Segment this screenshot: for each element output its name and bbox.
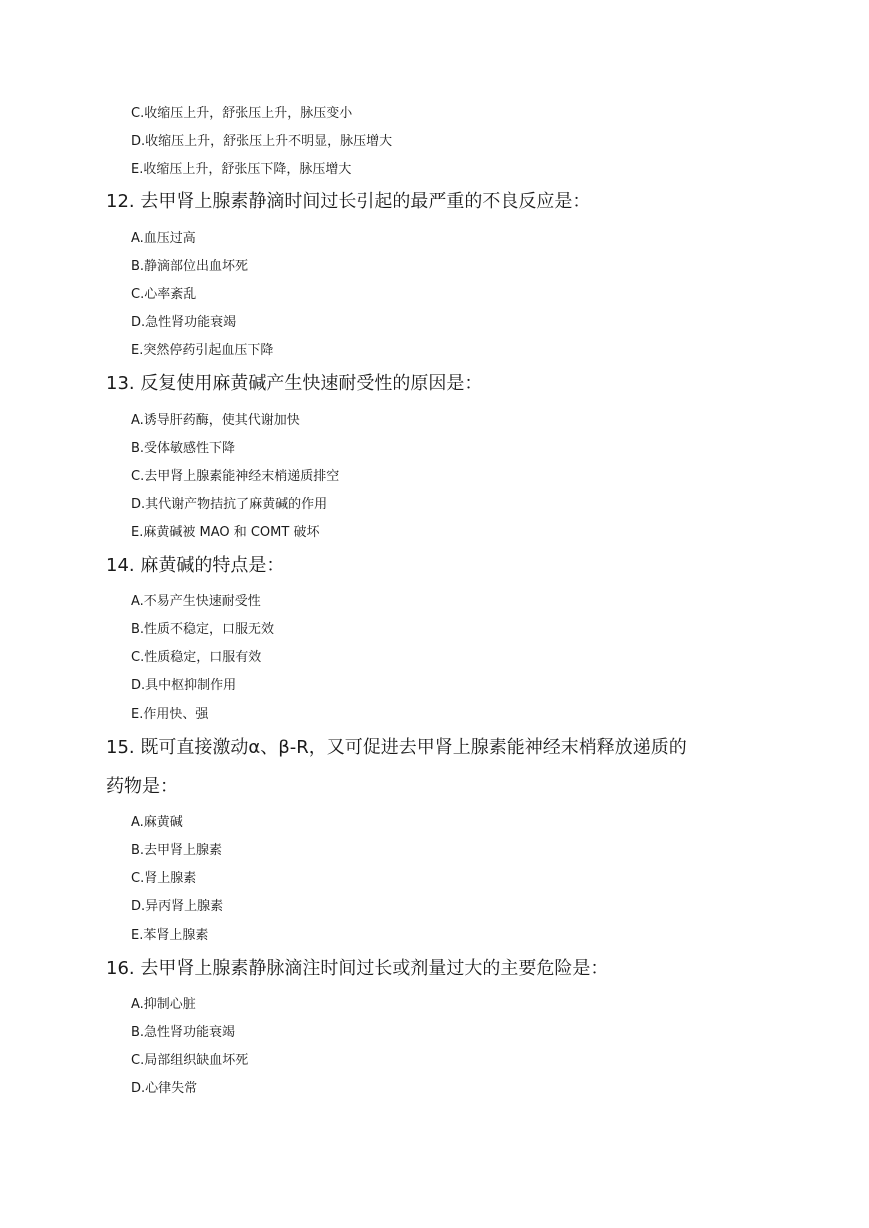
option-12-e: E.突然停药引起血压下降 (131, 343, 274, 358)
question-15-stem-line-1: 15. 既可直接激动α、β-R，又可促进去甲肾上腺素能神经末梢释放递质的 (106, 737, 687, 758)
question-14-stem: 14. 麻黄碱的特点是： (106, 555, 285, 576)
question-12-stem: 12. 去甲肾上腺素静滴时间过长引起的最严重的不良反应是： (106, 191, 591, 212)
option-13-d: D.其代谢产物拮抗了麻黄碱的作用 (131, 497, 328, 512)
option-11-e: E.收缩压上升，舒张压下降，脉压增大 (131, 162, 352, 177)
option-12-d: D.急性肾功能衰竭 (131, 315, 237, 330)
option-13-a: A.诱导肝药酶，使其代谢加快 (131, 413, 300, 428)
option-14-a: A.不易产生快速耐受性 (131, 594, 261, 609)
question-15-stem-line-2: 药物是： (106, 776, 178, 797)
option-15-e: E.苯肾上腺素 (131, 928, 209, 943)
option-16-b: B.急性肾功能衰竭 (131, 1025, 236, 1040)
question-16-stem: 16. 去甲肾上腺素静脉滴注时间过长或剂量过大的主要危险是： (106, 958, 609, 979)
option-15-d: D.异丙肾上腺素 (131, 899, 224, 914)
option-15-c: C.肾上腺素 (131, 871, 197, 886)
option-14-b: B.性质不稳定，口服无效 (131, 622, 275, 637)
option-15-b: B.去甲肾上腺素 (131, 843, 223, 858)
option-16-a: A.抑制心脏 (131, 997, 196, 1012)
option-13-c: C.去甲肾上腺素能神经末梢递质排空 (131, 469, 340, 484)
option-14-c: C.性质稳定，口服有效 (131, 650, 262, 665)
option-14-d: D.具中枢抑制作用 (131, 678, 237, 693)
option-11-d: D.收缩压上升，舒张压上升不明显，脉压增大 (131, 134, 393, 149)
option-14-e: E.作用快、强 (131, 707, 209, 722)
option-16-d: D.心律失常 (131, 1081, 198, 1096)
option-12-c: C.心率紊乱 (131, 287, 197, 302)
option-16-c: C.局部组织缺血坏死 (131, 1053, 249, 1068)
option-13-e: E.麻黄碱被 MAO 和 COMT 破坏 (131, 525, 320, 540)
option-15-a: A.麻黄碱 (131, 815, 183, 830)
question-13-stem: 13. 反复使用麻黄碱产生快速耐受性的原因是： (106, 373, 483, 394)
option-12-b: B.静滴部位出血坏死 (131, 259, 249, 274)
option-13-b: B.受体敏感性下降 (131, 441, 236, 456)
option-12-a: A.血压过高 (131, 231, 196, 246)
option-11-c: C.收缩压上升，舒张压上升，脉压变小 (131, 106, 353, 121)
